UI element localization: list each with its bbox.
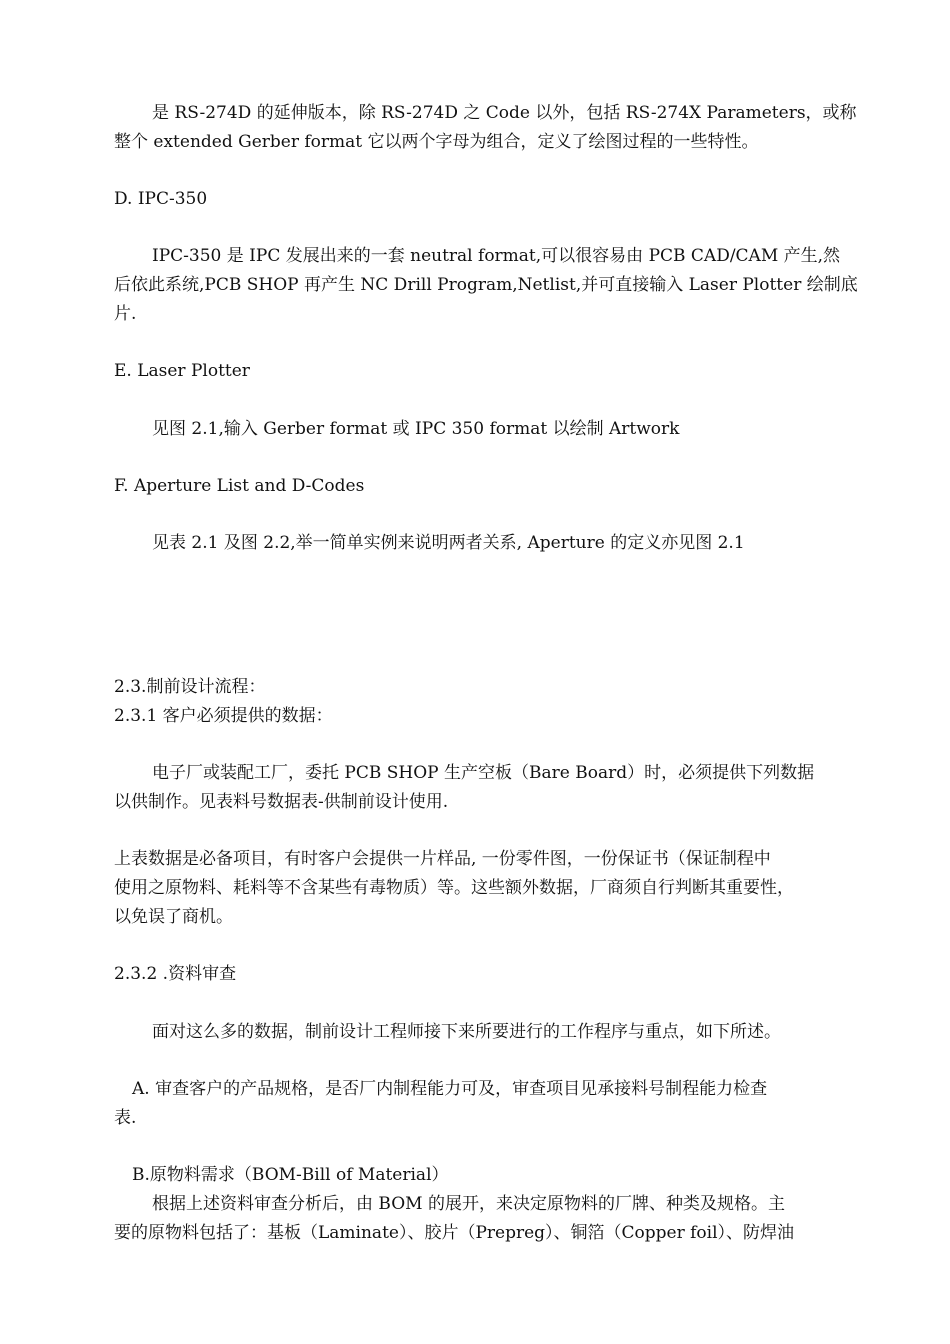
- section-heading: B.原物料需求（BOM-Bill of Material）: [132, 1165, 449, 1185]
- paragraph-line: 使用之原物料、耗料等不含某些有毒物质）等。这些额外数据，厂商须自行判断其重要性，: [114, 878, 794, 898]
- section-heading: F. Aperture List and D-Codes: [114, 476, 365, 496]
- paragraph-line: 整个 extended Gerber format 它以两个字母为组合，定义了绘图过程的一些特性。: [114, 132, 759, 152]
- paragraph-line: 表.: [114, 1108, 137, 1128]
- section-heading: D. IPC-350: [114, 189, 208, 209]
- paragraph-line: 见表 2.1 及图 2.2,举一简单实例来说明两者关系, Aperture 的定义亦见图 2.1: [152, 533, 745, 553]
- section-heading: 2.3.2 .资料审查: [114, 964, 237, 984]
- paragraph-line: A. 审查客户的产品规格，是否厂内制程能力可及，审查项目见承接料号制程能力检查: [132, 1079, 768, 1099]
- paragraph-line: 以免误了商机。: [114, 907, 233, 927]
- paragraph-line: 片.: [114, 304, 137, 324]
- section-heading: 2.3.制前设计流程：: [114, 677, 266, 697]
- section-heading: 2.3.1 客户必须提供的数据：: [114, 706, 333, 726]
- paragraph-line: 面对这么多的数据，制前设计工程师接下来所要进行的工作程序与重点，如下所述。: [152, 1022, 781, 1042]
- paragraph-line: IPC-350 是 IPC 发展出来的一套 neutral format,可以很容易由 PCB CAD/CAM 产生,然: [152, 246, 841, 266]
- paragraph-line: 以供制作。见表料号数据表-供制前设计使用.: [114, 792, 449, 812]
- paragraph-line: 是 RS-274D 的延伸版本，除 RS-274D 之 Code 以外，包括 RS-274X Parameters，或称: [152, 103, 857, 123]
- paragraph-line: 根据上述资料审查分析后，由 BOM 的展开，来决定原物料的厂牌、种类及规格。主: [152, 1194, 785, 1214]
- paragraph-line: 上表数据是必备项目，有时客户会提供一片样品, 一份零件图，一份保证书（保证制程中: [114, 849, 771, 869]
- paragraph-line: 见图 2.1,输入 Gerber format 或 IPC 350 format 以绘制 Artwork: [152, 419, 680, 439]
- paragraph-line: 要的原物料包括了：基板（Laminate）、胶片（Prepreg）、铜箔（Copper foil）、防焊油: [114, 1223, 795, 1243]
- paragraph-line: 后依此系统,PCB SHOP 再产生 NC Drill Program,Netlist,并可直接输入 Laser Plotter 绘制底: [114, 275, 858, 295]
- section-heading: E. Laser Plotter: [114, 361, 250, 381]
- paragraph-line: 电子厂或装配工厂，委托 PCB SHOP 生产空板（Bare Board）时，必须提供下列数据: [152, 763, 815, 783]
